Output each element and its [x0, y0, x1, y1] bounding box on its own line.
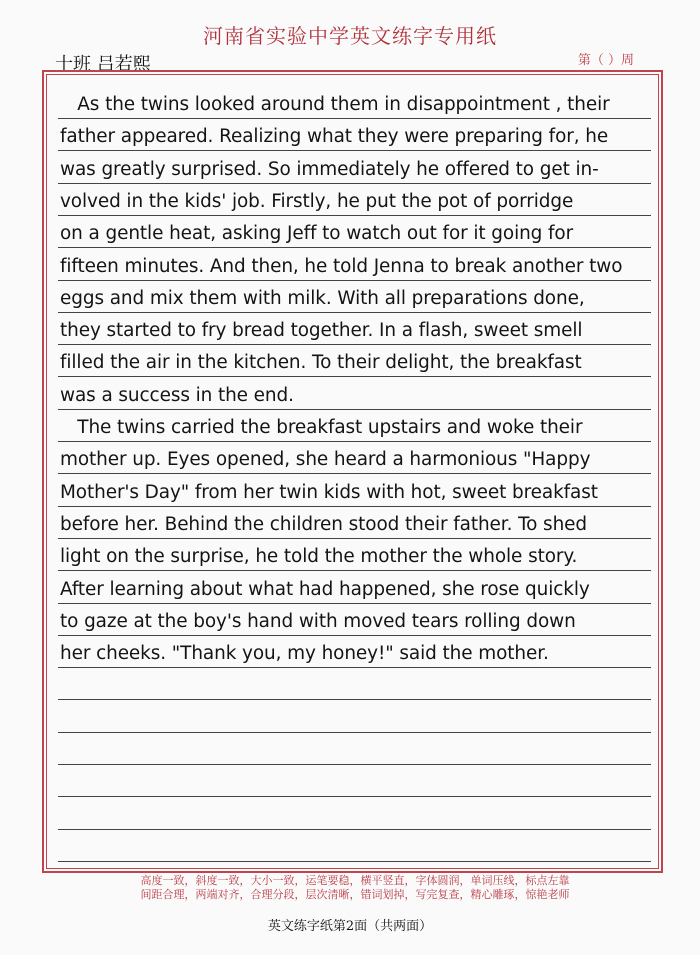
- ruled-line: [58, 699, 651, 700]
- ruled-line: [58, 409, 651, 410]
- ruled-line: [58, 215, 651, 216]
- page-footer: 英文练字纸第2面（共两面）: [267, 919, 433, 934]
- essay-line: to gaze at the boy's hand with moved tears rolling down: [60, 610, 576, 632]
- essay-line: mother up. Eyes opened, she heard a harmonious "Happy: [60, 449, 591, 471]
- ruled-line: [58, 247, 651, 248]
- paper-title: 河南省实验中学英文练字专用纸: [203, 24, 497, 48]
- ruled-line: [58, 732, 651, 733]
- essay-line: fifteen minutes. And then, he told Jenna to break another two: [60, 255, 623, 277]
- ruled-line: [58, 570, 651, 571]
- essay-line: Mother's Day" from her twin kids with hot, sweet breakfast: [60, 481, 598, 503]
- ruled-line: [58, 506, 651, 507]
- motto-line-1: 高度一致，斜度一致，大小一致，运笔要稳，横平竖直，字体圆润，单词压线，标点左靠: [140, 874, 570, 887]
- essay-line: on a gentle heat, asking Jeff to watch out for it going for: [60, 223, 574, 245]
- essay-line: filled the air in the kitchen. To their delight, the breakfast: [60, 352, 582, 374]
- ruled-line: [58, 538, 651, 539]
- essay-line: before her. Behind the children stood their father. To shed: [60, 513, 588, 535]
- essay-line: light on the surprise, he told the mother the whole story.: [60, 546, 578, 568]
- motto-line-2: 间距合理，两端对齐，合理分段，层次清晰，错词划掉，写完复查，精心雕琢，惊艳老师: [140, 888, 570, 901]
- ruled-line: [58, 861, 651, 862]
- essay-line: eggs and mix them with milk. With all preparations done,: [60, 287, 585, 309]
- ruled-line: [58, 376, 651, 377]
- ruled-line: [58, 473, 651, 474]
- ruled-line: [58, 118, 651, 119]
- student-name: 十班 吕若熙: [55, 54, 151, 75]
- ruled-line: [58, 441, 651, 442]
- essay-line: her cheeks. "Thank you, my honey!" said the mother.: [60, 643, 549, 665]
- essay-line: was a success in the end.: [60, 384, 294, 406]
- essay-line: The twins carried the breakfast upstairs and woke their: [60, 417, 583, 438]
- ruled-line: [58, 796, 651, 797]
- ruled-line: [58, 764, 651, 765]
- ruled-line: [58, 150, 651, 151]
- ruled-line: [58, 344, 651, 345]
- essay-line: volved in the kids' job. Firstly, he put the pot of porridge: [60, 190, 574, 212]
- week-label: 第（ ）周: [577, 53, 634, 68]
- ruled-line: [58, 312, 651, 313]
- essay-line: was greatly surprised. So immediately he offered to get in-: [60, 158, 599, 180]
- ruled-line: [58, 829, 651, 830]
- ruled-line: [58, 603, 651, 604]
- essay-line: father appeared. Realizing what they were preparing for, he: [60, 126, 609, 148]
- essay-line: they started to fry bread together. In a flash, sweet smell: [60, 320, 583, 342]
- ruled-line: [58, 635, 651, 636]
- ruled-line: [58, 183, 651, 184]
- essay-line: As the twins looked around them in disappointment , their: [60, 94, 610, 115]
- ruled-line: [58, 667, 651, 668]
- writing-mottos: [60, 874, 650, 902]
- essay-line: After learning about what had happened, she rose quickly: [60, 578, 590, 600]
- ruled-line: [58, 280, 651, 281]
